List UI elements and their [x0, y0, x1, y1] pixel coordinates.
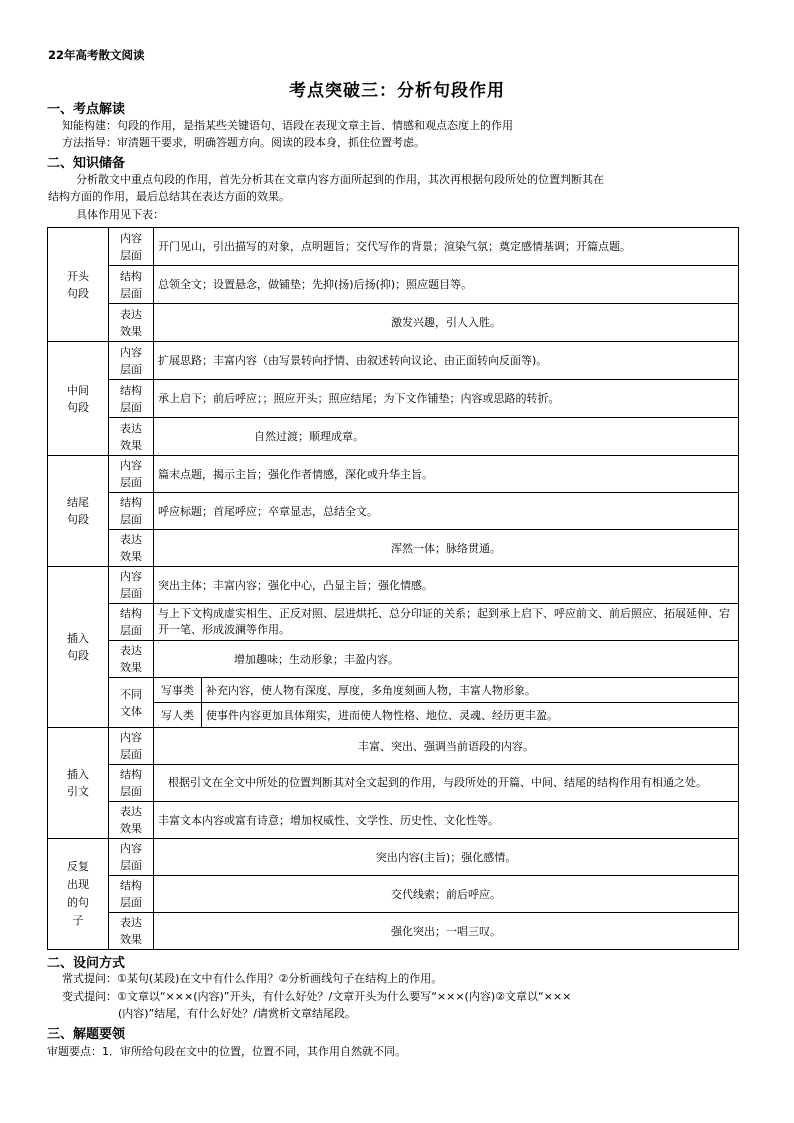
table-row: [48, 342, 739, 380]
sub-type-label: 写事类: [154, 678, 202, 703]
section4-line1: 审题要点：1．审所给句段在文中的位置，位置不同，其作用自然就不同。: [47, 1045, 406, 1058]
aspect-label: 表达 效果: [109, 913, 154, 950]
group-cell: 中间 句段: [48, 342, 109, 456]
sub-type-content: 使事件内容更加具体翔实，进而使人物性格、地位、灵魂、经历更丰盈。: [202, 703, 739, 728]
table-row: [48, 728, 739, 765]
aspect-content: 呼应标题；首尾呼应；卒章显志，总结全文。: [154, 493, 739, 530]
aspect-label: 表达 效果: [109, 418, 154, 456]
top-label: 22年高考散文阅读: [48, 48, 145, 62]
aspect-content: 开门见山，引出描写的对象，点明题旨；交代写作的背景；渲染气氛；奠定感情基调；开篇点题。: [154, 228, 739, 266]
section3-line3: (内容)”结尾，有什么好处？/请赏析文章结尾段。: [118, 1007, 356, 1020]
aspect-label: 表达 效果: [109, 802, 154, 839]
aspect-content: 激发兴趣，引人入胜。: [154, 304, 739, 342]
aspect-content: 强化突出；一唱三叹。: [154, 913, 739, 950]
aspect-content: 交代线索；前后呼应。: [154, 876, 739, 913]
section1-line1: 知能构建：句段的作用，是指某些关键语句、语段在表现文章主旨、情感和观点态度上的作用: [62, 119, 513, 132]
aspect-content: 丰富、突出、强调当前语段的内容。: [154, 728, 739, 765]
table-row: [48, 802, 739, 839]
section-heading-3: 二、设问方式: [47, 956, 126, 971]
group-cell: 反复 出现 的句 子: [48, 839, 109, 950]
group-cell: 开头 句段: [48, 228, 109, 342]
table-row: [48, 876, 739, 913]
section-heading-4: 三、解题要领: [47, 1027, 126, 1042]
aspect-label: 内容 层面: [109, 342, 154, 380]
table-row: [48, 380, 739, 418]
aspect-label: 内容 层面: [109, 839, 154, 876]
table-row: [48, 567, 739, 604]
aspect-label: 表达 效果: [109, 641, 154, 678]
aspect-content: 总领全文；设置悬念，做铺垫；先抑(扬)后扬(抑)；照应题目等。: [154, 266, 739, 304]
aspect-content: 与上下文构成虚实相生、正反对照、层进烘托、总分印证的关系；起到承上启下、呼应前文、前后照应、拓展延伸、宕开一笔、形成波澜等作用。: [154, 604, 739, 641]
table-row: [48, 765, 739, 802]
table-intro: 具体作用见下表：: [76, 208, 164, 221]
sub-type-content: 补充内容，使人物有深度、厚度，多角度刻画人物，丰富人物形象。: [202, 678, 739, 703]
table-row: [48, 418, 739, 456]
section2-paragraph-line2: 结构方面的作用，最后总结其在表达方面的效果。: [48, 190, 290, 203]
aspect-label: 内容 层面: [109, 456, 154, 493]
table-row: [48, 641, 739, 678]
aspect-label: 内容 层面: [109, 728, 154, 765]
aspect-content: 扩展思路；丰富内容（由写景转向抒情、由叙述转向议论、由正面转向反面等)。: [154, 342, 739, 380]
aspect-label: 结构 层面: [109, 876, 154, 913]
table-row: [48, 456, 739, 493]
aspect-label: 结构 层面: [109, 604, 154, 641]
function-table: [47, 227, 739, 950]
aspect-label: 不同 文体: [109, 678, 154, 728]
table-row: [48, 228, 739, 266]
aspect-label: 表达 效果: [109, 304, 154, 342]
section3-line2: 变式提问：①文章以“×××(内容)”开头，有什么好处？/文章开头为什么要写“×××(内容)②文章以“×××: [62, 990, 572, 1003]
aspect-content: 篇末点题，揭示主旨；强化作者情感，深化或升华主旨。: [154, 456, 739, 493]
aspect-label: 结构 层面: [109, 266, 154, 304]
aspect-label: 表达 效果: [109, 530, 154, 567]
table-row: [48, 604, 739, 641]
aspect-content: 突出内容(主旨)；强化感情。: [154, 839, 739, 876]
aspect-label: 内容 层面: [109, 567, 154, 604]
group-cell: 插入 句段: [48, 567, 109, 728]
aspect-content: 突出主体；丰富内容；强化中心，凸显主旨；强化情感。: [154, 567, 739, 604]
aspect-content: 丰富文本内容或富有诗意；增加权威性、文学性、历史性、文化性等。: [154, 802, 739, 839]
group-cell: 结尾 句段: [48, 456, 109, 567]
section-heading-1: 一、考点解读: [47, 102, 126, 117]
section2-paragraph-line1: 分析散文中重点句段的作用，首先分析其在文章内容方面所起到的作用，其次再根据句段所处的位置判断其在: [76, 173, 604, 186]
aspect-content: 浑然一体；脉络贯通。: [154, 530, 739, 567]
table-row: [48, 493, 739, 530]
table-row: [48, 530, 739, 567]
aspect-content: 增加趣味；生动形象；丰盈内容。: [154, 641, 739, 678]
table-row: [48, 266, 739, 304]
section-heading-2: 二、知识储备: [47, 156, 126, 171]
table-row: [48, 839, 739, 876]
aspect-label: 结构 层面: [109, 493, 154, 530]
aspect-label: 内容 层面: [109, 228, 154, 266]
aspect-content: 承上启下；前后呼应；；照应开头；照应结尾；为下文作铺垫；内容或思路的转折。: [154, 380, 739, 418]
aspect-content: 自然过渡；顺理成章。: [154, 418, 739, 456]
aspect-content: 根据引文在全文中所处的位置判断其对全文起到的作用，与段所处的开篇、中间、结尾的结构作用有相通之处。: [154, 765, 739, 802]
section1-line2: 方法指导：审清题干要求，明确答题方向。阅读的段本身，抓住位置考虑。: [62, 136, 425, 149]
page-title: 考点突破三：分析句段作用: [289, 81, 505, 101]
aspect-label: 结构 层面: [109, 765, 154, 802]
table-row: [48, 913, 739, 950]
group-cell: 插入 引文: [48, 728, 109, 839]
table-row: [48, 304, 739, 342]
table-row: [48, 678, 739, 703]
aspect-label: 结构 层面: [109, 380, 154, 418]
section3-line1: 常式提问：①某句(某段)在文中有什么作用？②分析画线句子在结构上的作用。: [62, 972, 443, 985]
sub-type-label: 写人类: [154, 703, 202, 728]
